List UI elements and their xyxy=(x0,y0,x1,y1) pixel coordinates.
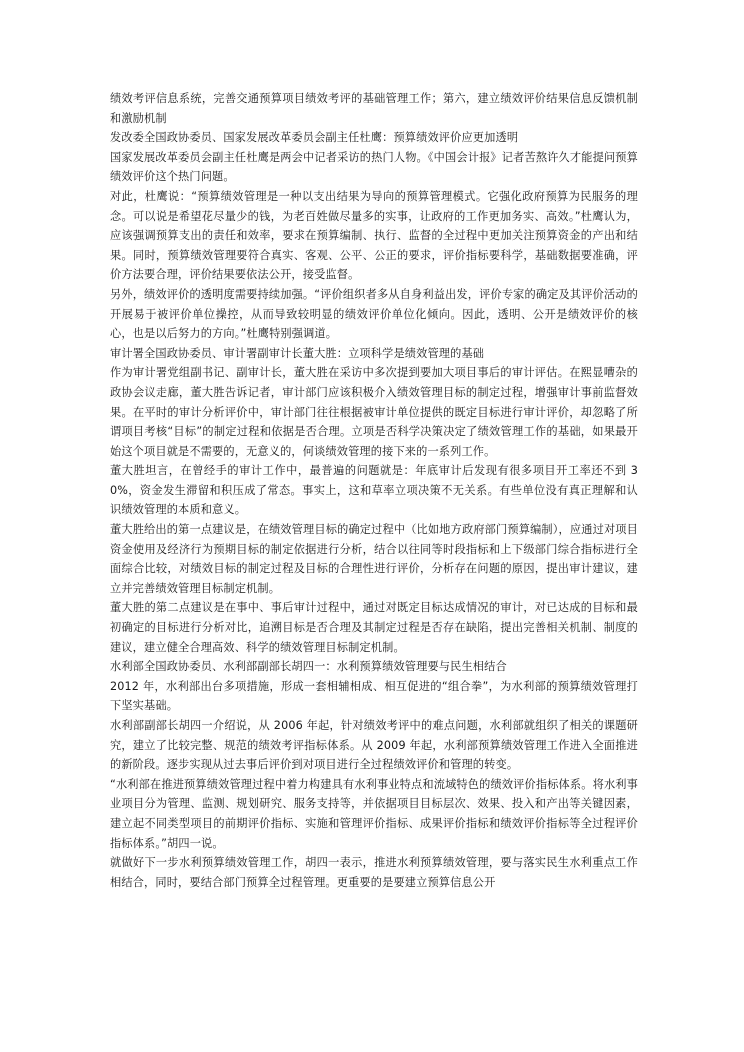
paragraph: 就做好下一步水利预算绩效管理工作，胡四一表示，推进水利预算绩效管理，要与落实民生水利重点工作相结合，同时，要结合部门预算全过程管理。更重要的是要建立预算信息公开 xyxy=(110,856,638,889)
paragraph: 董大胜的第二点建议是在事中、事后审计过程中，通过对既定目标达成情况的审计，对已达成的目标和最初确定的目标进行分析对比，追溯目标是否合理及其制定过程是否存在缺陷，提出完善相关机制、制度的建议，建立健全合理高效、科学的绩效管理目标制定机制。 xyxy=(110,601,638,654)
section-heading: 发改委全国政协委员、国家发展改革委员会副主任杜鹰：预算绩效评价应更加透明 xyxy=(110,131,519,145)
paragraph: 2012 年，水利部出台多项措施，形成一套相辅相成、相互促进的“组合拳”，为水利部的预算绩效管理打下坚实基础。 xyxy=(110,679,638,713)
section-heading: 水利部全国政协委员、水利部副部长胡四一：水利预算绩效管理要与民生相结合 xyxy=(110,660,507,674)
paragraph: 对此，杜鹰说：“预算绩效管理是一种以支出结果为导向的预算管理模式。它强化政府预算为民服务的理念。可以说是希望花尽量少的钱，为老百姓做尽量多的实事，让政府的工作更加务实、高效。”杜鹰认为，应该强调预算支出的责任和效率，要求在预算编制、执行、监督的全过程中更加关注预算资金的产出和结果。同时，预算绩效管理要符合真实、客观、公平、公正的要求，评价指标要科学，基础数据要准确，评价方法要合理，评价结果要依法公开，接受监督。 xyxy=(110,189,638,282)
paragraph: 另外，绩效评价的透明度需要持续加强。“评价组织者多从自身利益出发，评价专家的确定及其评价活动的开展易于被评价单位操控，从而导致较明显的绩效评价单位化倾向。因此，透明、公开是绩效评价的核心，也是以后努力的方向。”杜鹰特别强调道。 xyxy=(110,287,638,341)
paragraph: 国家发展改革委员会副主任杜鹰是两会中记者采访的热门人物。《中国会计报》记者苦熬许久才能提问预算绩效评价这个热门问题。 xyxy=(110,150,638,184)
paragraph: 作为审计署党组副书记、副审计长，董大胜在采访中多次提到要加大项目事后的审计评估。在熙显嘈杂的政协会议走廊，董大胜告诉记者，审计部门应该积极介入绩效管理目标的制定过程，增强审计事前监督效果。在平时的审计分析评价中，审计部门往往根据被审计单位提供的既定目标进行审计评价，却忽略了所谓项目考核“目标”的制定过程和依据是否合理。立项是否科学决策决定了绩效管理工作的基础，如果最开始这个项目就是不需要的，无意义的，何谈绩效管理的接下来的一系列工作。 xyxy=(110,366,638,458)
paragraph: 绩效考评信息系统，完善交通预算项目绩效考评的基础管理工作；第六，建立绩效评价结果信息反馈机制和激励机制 xyxy=(110,92,638,125)
paragraph: 水利部副部长胡四一介绍说，从 2006 年起，针对绩效考评中的难点问题，水利部就组织了相关的课题研究，建立了比较完整、规范的绩效考评指标体系。从 2009 年起，水利部预算绩效管理工作进入全面推进的新阶段。逐步实现从过去事后评价到对项目进行全过程绩效评价和管理的转变。 xyxy=(110,719,638,772)
document-page xyxy=(110,89,638,892)
paragraph: 董大胜坦言，在曾经手的审计工作中，最普遍的问题就是：年底审计后发现有很多项目开工率还不到 30%，资金发生滞留和积压成了常态。事实上，这和草率立项决策不无关系。有些单位没有真正理解和认识绩效管理的本质和意义。 xyxy=(110,464,638,517)
paragraph: “水利部在推进预算绩效管理过程中着力构建具有水利事业特点和流域特色的绩效评价指标体系。将水利事业项目分为管理、监测、规划研究、服务支持等，并依据项目目标层次、效果、投入和产出等关键因素，建立起不同类型项目的前期评价指标、实施和管理评价指标、成果评价指标和绩效评价指标等全过程评价指标体系。”胡四一说。 xyxy=(110,777,638,850)
section-heading: 审计署全国政协委员、审计署副审计长董大胜：立项科学是绩效管理的基础 xyxy=(110,346,485,360)
paragraph: 董大胜给出的第一点建议是，在绩效管理目标的确定过程中（比如地方政府部门预算编制），应通过对项目资金使用及经济行为预期目标的制定依据进行分析，结合以往同等时段指标和上下级部门综合指标进行全面综合比较，对绩效目标的制定过程及目标的合理性进行评价，分析存在问题的原因，提出审计建议，建立并完善绩效管理目标制定机制。 xyxy=(110,523,638,595)
